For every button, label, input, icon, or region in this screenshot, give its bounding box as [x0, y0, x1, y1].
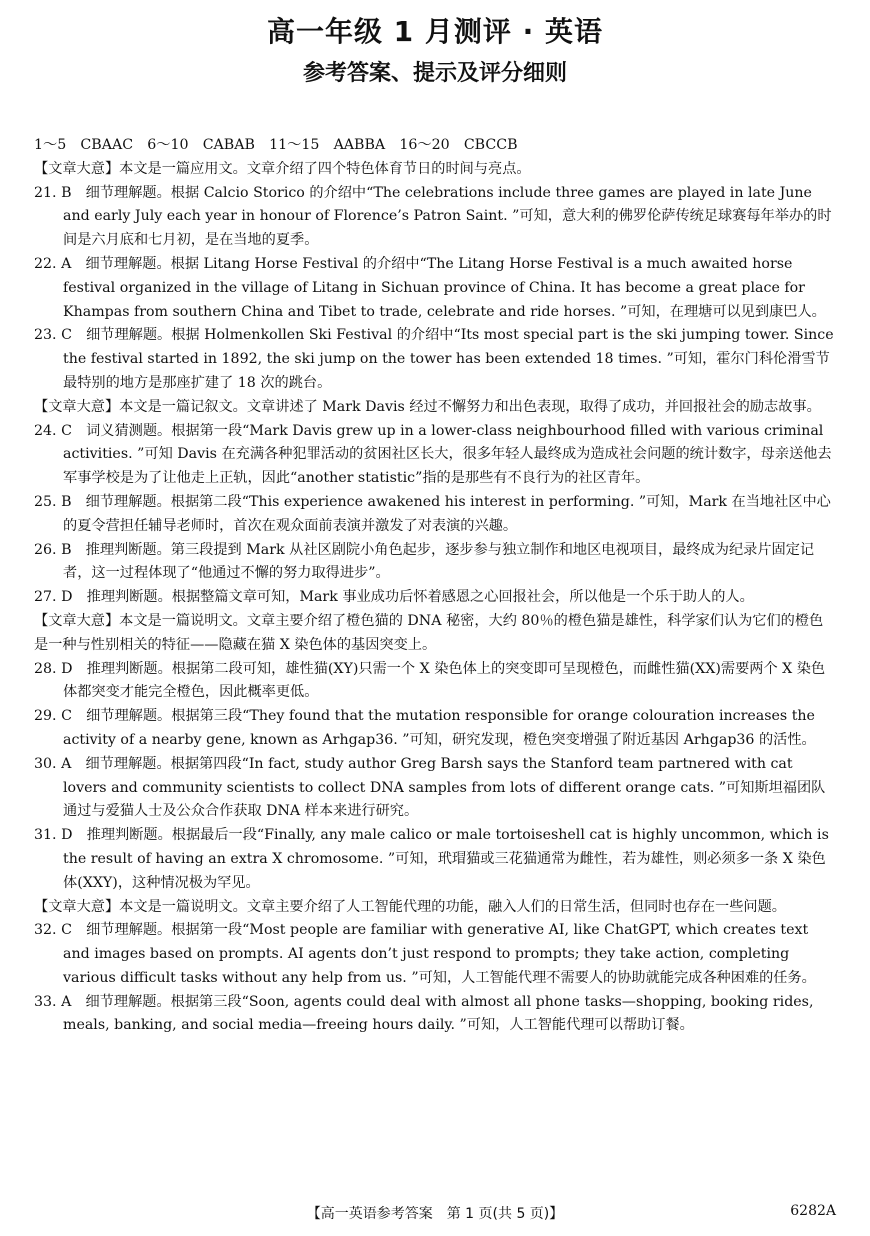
section-summary — [34, 396, 834, 420]
answer-item-30: 30. A 细节理解题。根据第四段“In fact, study author Greg Barsh says the Stanford team partnered with cat lovers and community scientists to collect DNA samples from lots of different orange cats. ”可知斯坦福团队通过与爱猫人士及公众合作获取 DNA 样本来进行研究。 — [34, 755, 826, 820]
answer-item-33: 33. A 细节理解题。根据第三段“Soon, agents could deal with almost all phone tasks—shopping, booking rides, meals, banking, and social media—freeing hours daily. ”可知，人工智能代理可以帮助订餐。 — [34, 993, 814, 1034]
answer-item-25: 25. B 细节理解题。根据第二段“This experience awakened his interest in performing. ”可知，Mark 在当地社区中心的夏令营担任辅导老师时，首次在观众面前表演并激发了对表演的兴趣。 — [34, 493, 831, 534]
section-summary — [34, 158, 834, 182]
summary-label: 【文章大意】 — [34, 898, 120, 915]
section-summary — [34, 610, 834, 658]
answer-item-29: 29. C 细节理解题。根据第三段“They found that the mutation responsible for orange colouration increases the activity of a nearby gene, known as Arhgap36. ”可知，研究发现，橙色突变增强了附近基因 Arhgap36 的活性。 — [34, 708, 816, 748]
summary-label: 【文章大意】 — [34, 612, 120, 629]
summary-label: 【文章大意】 — [34, 160, 120, 177]
document-code: 6282A — [790, 1203, 836, 1219]
answer-item-22: 22. A 细节理解题。根据 Litang Horse Festival 的介绍中“The Litang Horse Festival is a much awaited horse festival organized in the village of Litang in Sichuan province of China. It has become a great place for Khampas from southern China and Tibet to trade, celebrate and ride horses. ”可知，在理塘可以见到康巴人。 — [34, 255, 826, 320]
summary-text: 本文是一篇说明文。文章主要介绍了橙色猫的 DNA 秘密，大约 80％的橙色猫是雄性，科学家们认为它们的橙色是一种与性别相关的特征——隐藏在猫 X 染色体的基因突变上。 — [34, 612, 824, 653]
answer-item-31: 31. D 推理判断题。根据最后一段“Finally, any male calico or male tortoiseshell cat is highly uncommon, which is the result of having an extra X chromosome. ”可知，玳瑁猫或三花猫通常为雌性，若为雄性，则必须多一条 X 染色体(XXY)，这种情况极为罕见。 — [34, 827, 829, 891]
answer-key-line: 1～5 CBAAC 6～10 CABAB 11～15 AABBA 16～20 CBCCB — [34, 137, 518, 153]
summary-text: 本文是一篇记叙文。文章讲述了 Mark Davis 经过不懈努力和出色表现，取得了成功，并回报社会的励志故事。 — [119, 398, 821, 415]
answer-item-26: 26. B 推理判断题。第三段提到 Mark 从社区剧院小角色起步，逐步参与独立制作和地区电视项目，最终成为纪录片固定记者，这一过程体现了“他通过不懈的努力取得进步”。 — [34, 541, 815, 582]
section-summary — [34, 896, 834, 920]
summary-label: 【文章大意】 — [34, 398, 120, 415]
summary-text: 本文是一篇应用文。文章介绍了四个特色体育节日的时间与亮点。 — [119, 160, 531, 177]
summary-text: 本文是一篇说明文。文章主要介绍了人工智能代理的功能，融入人们的日常生活，但同时也存在一些问题。 — [119, 898, 786, 915]
answer-item-24: 24. C 词义猜测题。根据第一段“Mark Davis grew up in a lower-class neighbourhood filled with various criminal activities. ”可知 Davis 在充满各种犯罪活动的贫困社区长大，很多年轻人最终成为造成社会问题的统计数字，母亲送他去军事学校是为了让他走上正轨，因此“another statistic”指的是那些有不良行为的社区青年。 — [34, 422, 832, 487]
answer-item-21: 21. B 细节理解题。根据 Calcio Storico 的介绍中“The celebrations include three games are played in late June and early July each year in honour of Florence’s Patron Saint. ”可知，意大利的佛罗伦萨传统足球赛每年举办的时间是六月底和七月初，是在当地的夏季。 — [34, 184, 832, 249]
page-subtitle: 参考答案、提示及评分细则 — [302, 61, 567, 86]
page-title: 高一年级 1 月测评 · 英语 — [266, 15, 604, 48]
answer-item-23: 23. C 细节理解题。根据 Holmenkollen Ski Festival 的介绍中“Its most special part is the ski jumping tower. Since the festival started in 1892, the ski jump on the tower has been extended 18 times. ”可知，霍尔门科伦滑雪节最特别的地方是那座扩建了 18 次的跳台。 — [34, 327, 834, 391]
answer-item-28: 28. D 推理判断题。根据第二段可知，雄性猫(XY)只需一个 X 染色体上的突变即可呈现橙色，而雌性猫(XX)需要两个 X 染色体都突变才能完全橙色，因此概率更低。 — [34, 660, 826, 701]
page-footer: 【高一英语参考答案 第 1 页(共 5 页)】 — [306, 1206, 564, 1222]
answer-item-32: 32. C 细节理解题。根据第一段“Most people are familiar with generative AI, like ChatGPT, which creates text and images based on prompts. AI agents don’t just respond to prompts; they take action, completing various difficult tasks without any help from us. ”可知，人工智能代理不需要人的协助就能完成各种困难的任务。 — [34, 922, 816, 986]
answer-content — [34, 134, 834, 1038]
answer-item-27: 27. D 推理判断题。根据整篇文章可知，Mark 事业成功后怀着感恩之心回报社会，所以他是一个乐于助人的人。 — [34, 589, 754, 606]
